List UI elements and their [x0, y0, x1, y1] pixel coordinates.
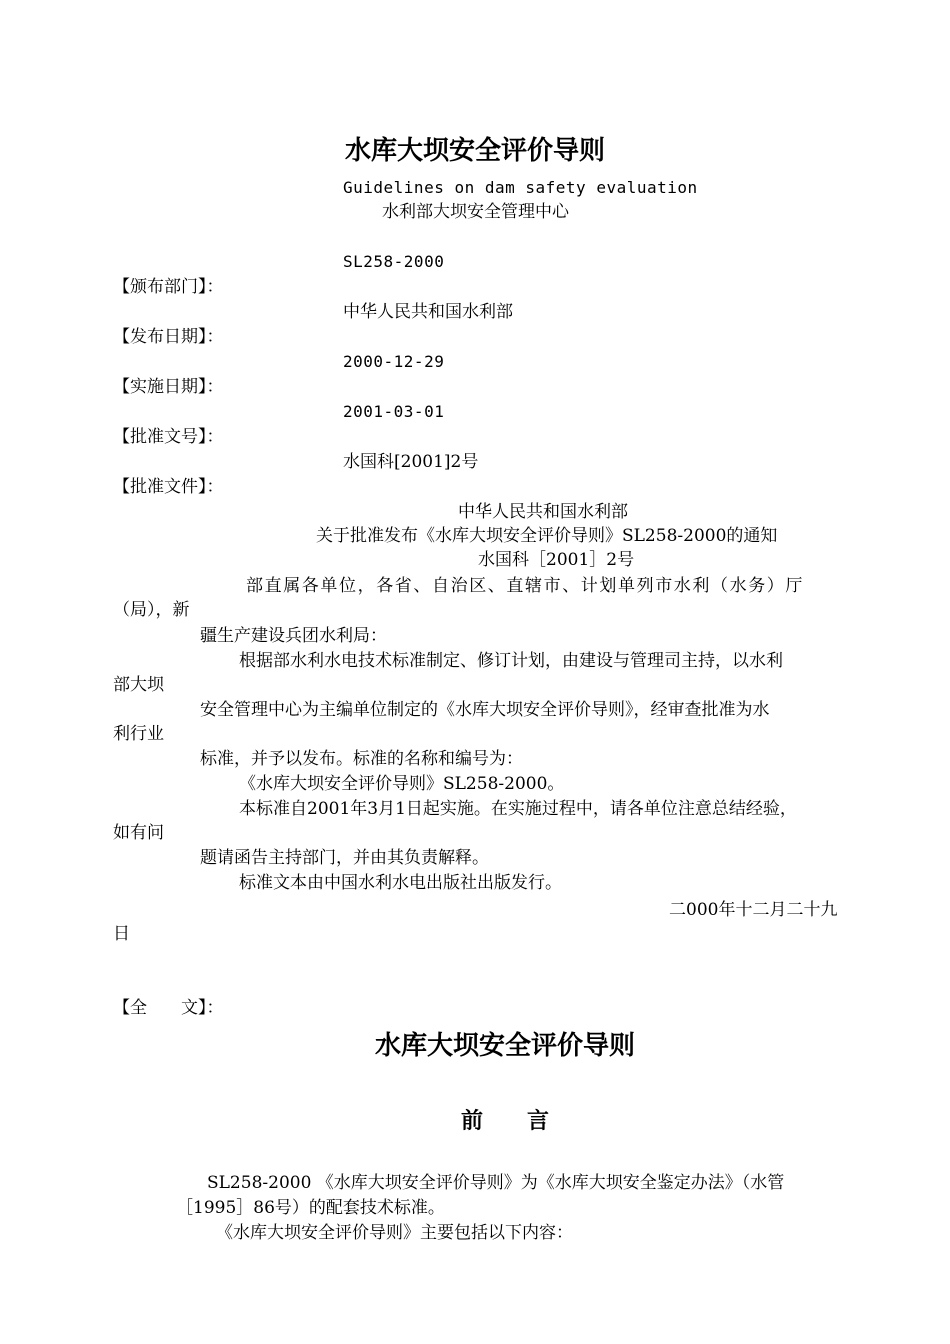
notice-org: 中华人民共和国水利部 [458, 502, 628, 522]
notice-date-end: 日 [113, 924, 130, 944]
notice-line: 安全管理中心为主编单位制定的《水库大坝安全评价导则》，经审查批准为水 [200, 700, 770, 720]
issuer-value: 中华人民共和国水利部 [343, 302, 513, 322]
notice-line: 题请函告主持部门，并由其负责解释。 [200, 848, 489, 868]
standard-code: SL258-2000 [343, 252, 445, 271]
english-subtitle: Guidelines on dam safety evaluation [343, 178, 698, 197]
notice-line: 部直属各单位，各省、自治区、直辖市、计划单列市水利（水务）厅 [246, 576, 804, 596]
notice-line: 标准文本由中国水利水电出版社出版发行。 [239, 873, 562, 893]
approval-number-label: 【批准文号】： [113, 427, 224, 447]
issuing-center: 水利部大坝安全管理中心 [382, 202, 569, 222]
approval-document-label: 【批准文件】： [113, 477, 224, 497]
approval-number-value: 水国科[2001]2号 [343, 452, 479, 472]
notice-line: 根据部水利水电技术标准制定、修订计划，由建设与管理司主持，以水利 [239, 651, 783, 671]
fulltext-label: 【全 文】： [113, 998, 224, 1018]
paragraph-line: SL258-2000 《水库大坝安全评价导则》为《水库大坝安全鉴定办法》（水管 [207, 1173, 785, 1193]
notice-date: 二000年十二月二十九 [669, 900, 838, 920]
notice-line: 部大坝 [113, 675, 164, 695]
notice-line: 《水库大坝安全评价导则》SL258-2000。 [239, 774, 565, 794]
section-heading: 前 言 [460, 1109, 549, 1134]
effective-date-label: 【实施日期】： [113, 377, 224, 397]
notice-line: 如有问 [113, 823, 164, 843]
effective-date-value: 2001-03-01 [343, 402, 445, 421]
publish-date-label: 【发布日期】： [113, 327, 224, 347]
notice-line: （局），新 [113, 600, 190, 620]
notice-number: 水国科［2001］2号 [478, 550, 635, 570]
notice-title: 关于批准发布《水库大坝安全评价导则》SL258-2000的通知 [316, 526, 778, 546]
notice-line: 本标准自2001年3月1日起实施。在实施过程中，请各单位注意总结经验， [239, 799, 797, 819]
notice-line: 标准，并予以发布。标准的名称和编号为： [200, 749, 523, 769]
publish-date-value: 2000-12-29 [343, 352, 445, 371]
page-title: 水库大坝安全评价导则 [344, 136, 605, 166]
notice-line: 利行业 [113, 724, 164, 744]
issuer-label: 【颁布部门】： [113, 277, 224, 297]
fulltext-title: 水库大坝安全评价导则 [374, 1031, 635, 1061]
paragraph-line: 《水库大坝安全评价导则》主要包括以下内容： [216, 1223, 573, 1243]
paragraph-line: ［1995］86号）的配套技术标准。 [176, 1198, 445, 1218]
notice-line: 疆生产建设兵团水利局： [200, 626, 387, 646]
